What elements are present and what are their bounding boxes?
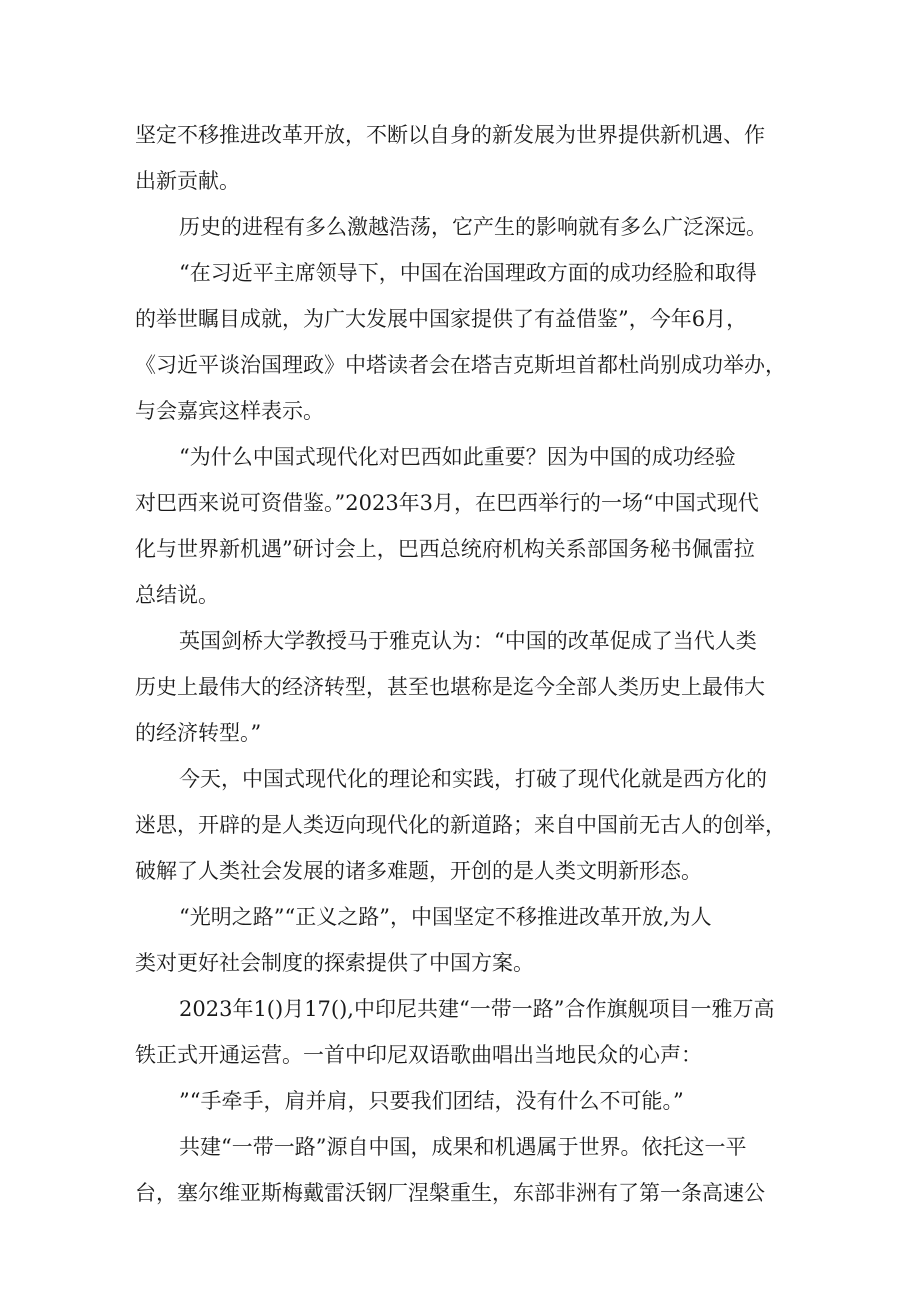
text-line: “在习近平主席领导下，中国在治国理政方面的成功经脸和取得 bbox=[179, 261, 757, 285]
text-line: 台，塞尔维亚斯梅戴雷沃钢厂涅槃重生，东部非洲有了第一条高速公 bbox=[135, 1181, 765, 1205]
text-line: 共建“一带一路”源自中国，成果和机遇属于世界。依托这一平 bbox=[179, 1135, 747, 1159]
text-line: 化与世界新机遇”研讨会上，巴西总统府机构关系部国务秘书佩雷拉 bbox=[135, 537, 755, 561]
text-line: 迷思，开辟的是人类迈向现代化的新道路；来自中国前无古人的创举， bbox=[135, 813, 786, 837]
text-line: 出新贡献。 bbox=[135, 169, 240, 193]
text-line: “为什么中国式现代化对巴西如此重要？因为中国的成功经验 bbox=[179, 445, 736, 469]
text-line: 英国剑桥大学教授马于雅克认为：“中国的改革促成了当代人类 bbox=[179, 629, 757, 653]
text-line: 坚定不移推进改革开放，不断以自身的新发展为世界提供新机遇、作 bbox=[135, 123, 765, 147]
text-line: 2023年1()月17(),中印尼共建“一带一路”合作旗舰项目一雅万高 bbox=[179, 997, 775, 1021]
text-line: 今天，中国式现代化的理论和实践，打破了现代化就是西方化的 bbox=[179, 767, 767, 791]
text-line: “光明之路”“正义之路”，中国坚定不移推进改革开放,为人 bbox=[179, 905, 712, 929]
text-line: 的经济转型。” bbox=[135, 721, 262, 745]
text-line: ”“手牵手，肩并肩，只要我们团结，没有什么不可能。” bbox=[179, 1089, 684, 1113]
document-body bbox=[135, 112, 790, 1216]
text-line: 总结说。 bbox=[135, 583, 219, 607]
text-line: 历史的进程有多么激越浩荡，它产生的影响就有多么广泛深远。 bbox=[179, 215, 767, 239]
text-line: 类对更好社会制度的探索提供了中国方案。 bbox=[135, 951, 534, 975]
text-line: 与会嘉宾这样表示。 bbox=[135, 399, 324, 423]
text-line: 历史上最伟大的经济转型，甚至也堪称是迄今全部人类历史上最伟大 bbox=[135, 675, 765, 699]
text-line: 对巴西来说可资借鉴。”2023年3月，在巴西举行的一场“中国式现代 bbox=[135, 491, 759, 515]
text-line: 的举世瞩目成就，为广大发展中国家提供了有益借鉴”，今年6月， bbox=[135, 307, 748, 331]
text-line: 《习近平谈治国理政》中塔读者会在塔吉克斯坦首都杜尚别成功举办， bbox=[135, 353, 786, 377]
text-line: 破解了人类社会发展的诸多难题，开创的是人类文明新形态。 bbox=[135, 859, 702, 883]
text-line: 铁正式开通运营。一首中印尼双语歌曲唱出当地民众的心声： bbox=[135, 1043, 702, 1067]
